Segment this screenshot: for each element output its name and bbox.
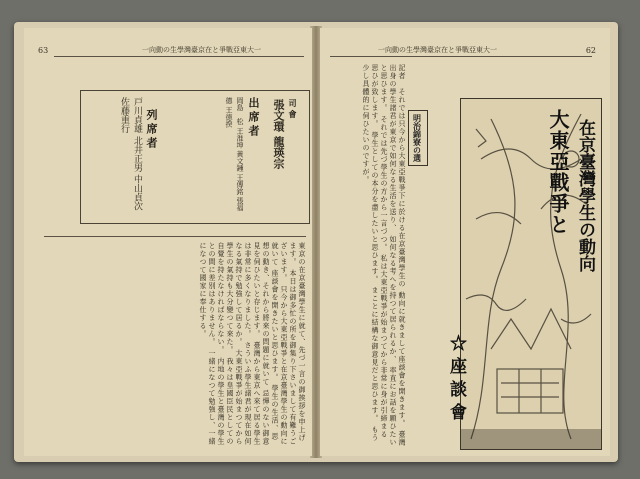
body-line: まことに結構な御意見だと思ひます。 <box>371 286 379 423</box>
hosts-names: 張文環 龍瑛宗 <box>272 99 285 169</box>
section-label: 明治錦寮の選 <box>408 110 428 166</box>
title-illustration <box>460 98 602 450</box>
body-line: 學生としての本分を盡したいと思ひます。 <box>371 131 379 284</box>
body-line: 忌憚のない御意見を伺ひたいと存じます。 <box>253 242 270 446</box>
guests-label: 出席者 <box>247 97 260 139</box>
right-body-text <box>328 64 406 448</box>
attendees-box <box>80 90 310 224</box>
body-line: 思ひが致します。 <box>371 64 379 128</box>
body-line: 座談會を開きたいと思ひます。 <box>271 269 279 382</box>
observers-names: 戸川貞雄 北井正男 中山貞次 佐藤重行 <box>119 97 142 211</box>
body-line: 内地の學生と臺灣の學生との間に差別はありません。 <box>208 242 225 446</box>
body-line: 率直にお話を願ひたいと思ひます。 <box>380 64 397 447</box>
article-title-part2: 在京臺灣學生の動向 <box>575 119 595 272</box>
right-page-number: 62 <box>585 46 596 55</box>
body-line: 臺灣から東京へ來て居る學生は非常に多くなりました。 <box>244 242 261 446</box>
body-line: それでは先づ學生の方から一言づつ。 <box>380 115 388 252</box>
left-page <box>24 28 312 456</box>
right-running-head: 一向動の生學灣臺京在と爭戰亞東大一 <box>378 46 497 54</box>
section-rule <box>44 236 306 237</box>
article-title-part1: 大東亞戰爭と <box>546 109 570 235</box>
body-line: 記者 それでは只今から大東亞戰爭下に於ける在京臺灣學生の <box>398 64 406 288</box>
guests-names: 岡島 松 王淮坤 黃文鍾 王傳銘 張福德 王徳揆 <box>225 97 244 211</box>
header-rule <box>330 56 592 57</box>
observers-label: 列席者 <box>145 109 158 151</box>
hosts-label: 司會 <box>288 99 298 121</box>
article-subtitle: ☆座談會 <box>446 334 466 426</box>
body-line: 我々は皇國臣民としての自覺を持たなければならない。 <box>217 242 234 446</box>
body-line: 如何なる考へを持つて居られるか、 <box>389 235 397 364</box>
body-line: 本日は御多忙の所を御集り下さいまして有難うございます。 <box>280 242 297 446</box>
body-line: さういふ學生諸君が現在如何なる氣持で勉強して居るか。 <box>235 242 252 446</box>
body-line: 臺灣出身の學生諸君が東京で如何なる生活を送り、 <box>389 64 406 447</box>
right-page <box>320 28 610 456</box>
book-spread <box>14 22 618 462</box>
body-line: 私は大東亞戰爭が始まつてから非常に身が引締まる <box>380 254 388 439</box>
header-rule <box>54 56 304 57</box>
body-line: もう少し具體的に伺ひたいのですが。 <box>362 64 379 442</box>
body-line: 大東亞戰爭が始まつてから學生の氣持も大分變つて來た。 <box>226 242 243 446</box>
left-page-number: 63 <box>38 46 49 55</box>
body-line: 一緒になつて勉強し、一緒になつて國家に奉仕する。 <box>199 242 216 446</box>
body-line: 東京の在京臺灣學生に就て、先づ一言の御挨拶を申上げます。 <box>289 242 306 442</box>
body-line: 學生の生活、思想の動き、それから將來の問題に就いて <box>262 242 279 441</box>
body-line: 動向に就きまして座談會を開きます。 <box>398 291 406 428</box>
left-running-head: 一向動の生學灣臺京在と爭戰亞東大一 <box>142 46 261 54</box>
body-line: 只今から大東亞戰爭と在京臺灣學生の動向に就いて <box>271 242 288 446</box>
left-body-text <box>44 242 306 446</box>
